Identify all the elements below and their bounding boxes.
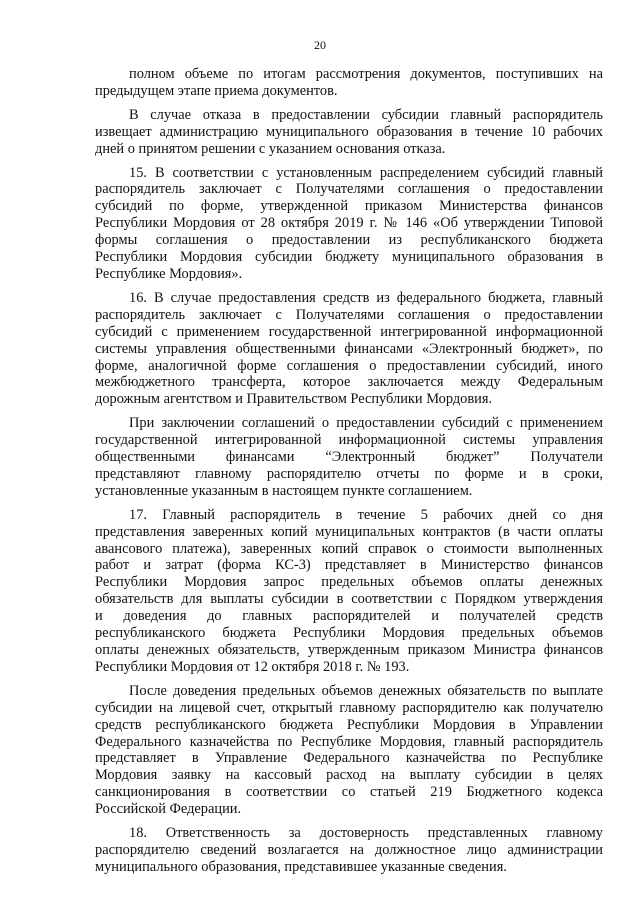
text-line: Федерального казначейства по Республике Мордовия, главный распорядитель [95,733,603,750]
text-line: Мордовия заявку на кассовый расход на выплату субсидии в целях [95,767,603,784]
paragraph-1 [95,66,603,100]
text-line: формы соглашения о предоставлении из республиканского бюджета [95,232,603,249]
paragraph-3 [95,165,603,283]
paragraph-2 [95,107,603,158]
paragraph-7 [95,683,603,818]
text-line: 15. В соответствии с установленным распределением субсидий главный [129,164,603,181]
text-line: республиканского бюджета Республики Мордовия предельных объемов [95,625,603,642]
text-line: форме, аналогичной форме соглашения о предоставлении субсидий, иного [95,357,603,374]
text-line: и доведения до главных распорядителей и получателей средств [95,608,603,625]
page-number: 20 [314,38,326,52]
paragraph-5 [95,415,603,500]
paragraph-4 [95,290,603,408]
paragraph-6 [95,507,603,676]
text-line: распорядителю сведений возлагается на должностное лицо администрации [95,841,603,858]
text-line: распорядитель заключает с Получателями соглашения о предоставлении [95,306,603,323]
text-line: установленные указанным в настоящем пункте соглашением. [95,482,473,499]
text-line: работ и затрат (форма КС-3) представляет в Министерство финансов [95,557,603,574]
text-line: муниципального образования, представившее указанные сведения. [95,858,507,875]
text-line: субсидий с применением государственной интегрированной информационной [95,323,603,340]
text-line: авансового платежа), заверенных копий справок о стоимости выполненных [95,540,603,557]
text-line: обязательств для выплаты субсидии в соответствии с Порядком утверждения [95,591,603,608]
text-line: Республики Мордовия запрос предельных объемов оплаты денежных [95,574,603,591]
text-line: субсидии на лицевой счет, открытый главному распорядителю как получателю [95,699,603,716]
text-line: межбюджетного трансферта, которое заключается между Федеральным [95,374,603,391]
text-line: общественными финансами “Электронный бюджет” Получатели [95,449,603,466]
text-line: предыдущем этапе приема документов. [95,82,338,99]
text-line: 16. В случае предоставления средств из федерального бюджета, главный [129,289,603,306]
text-line: дорожным агентством и Правительством Республики Мордовия. [95,391,493,408]
text-line: Республики Мордовия от 12 октября 2018 г. № 193. [95,658,410,675]
text-line: Республики Мордовия субсидии бюджету муниципального образования в [95,249,603,266]
text-line: средств республиканского бюджета Республики Мордовия в Управлении [95,716,603,733]
text-line: 18. Ответственность за достоверность представленных главному [129,825,603,842]
text-line: субсидий по форме, утвержденной приказом Министерства финансов [95,198,603,215]
text-line: представляет в Управление Федерального казначейства по Республике [95,750,603,767]
text-line: санкционирования в соответствии со статьей 219 Бюджетного кодекса [95,784,603,801]
text-line: представляют главному распорядителю отчеты по форме и в сроки, [95,465,603,482]
text-line: После доведения предельных объемов денежных обязательств по выплате [129,682,603,699]
text-line: Республики Мордовия от 28 октября 2019 г. № 146 «Об утверждении Типовой [95,215,603,232]
text-line: государственной интегрированной информационной системы управления [95,432,603,449]
text-line: В случае отказа в предоставлении субсидии главный распорядитель [129,106,603,123]
text-line: 17. Главный распорядитель в течение 5 рабочих дней со дня [129,506,603,523]
text-line: извещает администрацию муниципального образования в течение 10 рабочих [95,123,603,140]
document-body [95,66,603,883]
text-line: Российской Федерации. [95,801,242,818]
text-line: Республике Мордовия». [95,265,243,282]
text-line: полном объеме по итогам рассмотрения документов, поступивших на [129,66,603,82]
text-line: распорядитель заключает с Получателями соглашения о предоставлении [95,181,603,198]
text-line: дней о принятом решении с указанием основания отказа. [95,140,446,157]
text-line: представления заверенных копий муниципальных контрактов (в части оплаты [95,523,603,540]
text-line: оплаты денежных обязательств, утвержденным приказом Министра финансов [95,642,603,658]
paragraph-8 [95,825,603,876]
text-line: При заключении соглашений о предоставлении субсидий с применением [129,415,603,432]
text-line: системы управления общественными финансами «Электронный бюджет», по [95,340,603,357]
